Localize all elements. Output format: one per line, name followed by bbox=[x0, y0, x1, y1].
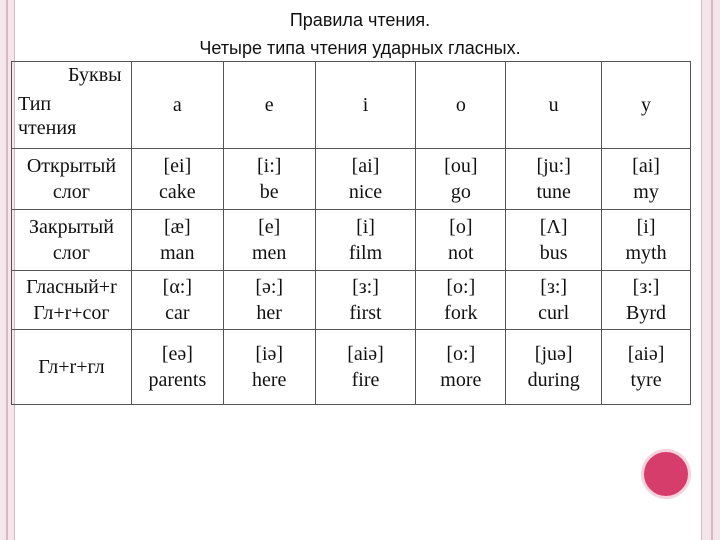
letter-header-o: o bbox=[416, 62, 506, 149]
table-cell: [aiə] tyre bbox=[602, 330, 691, 405]
table-cell: [ə:] her bbox=[223, 271, 315, 330]
letter-header-e: e bbox=[223, 62, 315, 149]
row-label: Закрытый слог bbox=[12, 210, 132, 271]
table-cell: [aiə] fire bbox=[315, 330, 416, 405]
table-cell: [ei] cake bbox=[131, 149, 223, 210]
letter-header-u: u bbox=[506, 62, 602, 149]
table-cell: [o:] more bbox=[416, 330, 506, 405]
table-cell: [i] myth bbox=[602, 210, 691, 271]
table-cell: [i:] be bbox=[223, 149, 315, 210]
row-label: Гл+r+гл bbox=[12, 330, 132, 405]
table-cell: [o] not bbox=[416, 210, 506, 271]
letter-header-i: i bbox=[315, 62, 416, 149]
row-label: Гласный+r Гл+r+сог bbox=[12, 271, 132, 330]
table-cell: [e] men bbox=[223, 210, 315, 271]
corner-type-line2: чтения bbox=[18, 117, 77, 139]
decorative-circle bbox=[641, 449, 691, 499]
corner-cell bbox=[12, 62, 132, 149]
letter-header-y: y bbox=[602, 62, 691, 149]
table-row bbox=[12, 210, 691, 271]
slide-title: Правила чтения. bbox=[289, 10, 431, 30]
table-cell: [α:] car bbox=[131, 271, 223, 330]
corner-letters-label: Буквы bbox=[68, 64, 122, 86]
left-border-line bbox=[6, 0, 8, 540]
table-cell: [iə] here bbox=[223, 330, 315, 405]
table-cell: [juə] during bbox=[506, 330, 602, 405]
table-cell: [æ] man bbox=[131, 210, 223, 271]
table-cell: [Λ] bus bbox=[506, 210, 602, 271]
slide-subtitle: Четыре типа чтения ударных гласных. bbox=[199, 38, 521, 58]
right-border-line bbox=[711, 0, 713, 540]
table-cell: [o:] fork bbox=[416, 271, 506, 330]
table-row bbox=[12, 149, 691, 210]
table-row bbox=[12, 330, 691, 405]
table-cell: [з:] curl bbox=[506, 271, 602, 330]
row-label: Открытый слог bbox=[12, 149, 132, 210]
table-cell: [ai] nice bbox=[315, 149, 416, 210]
corner-type-line1: Тип bbox=[18, 93, 52, 115]
table-cell: [ou] go bbox=[416, 149, 506, 210]
reading-rules-table bbox=[11, 61, 691, 405]
table-cell: [eə] parents bbox=[131, 330, 223, 405]
table-cell: [ju:] tune bbox=[506, 149, 602, 210]
table-row bbox=[12, 271, 691, 330]
table-cell: [з:] Byrd bbox=[602, 271, 691, 330]
header-row bbox=[12, 62, 691, 149]
corner-type-label bbox=[18, 92, 76, 140]
right-border-decoration bbox=[701, 0, 720, 540]
table-cell: [i] film bbox=[315, 210, 416, 271]
table-cell: [ai] my bbox=[602, 149, 691, 210]
table-cell: [з:] first bbox=[315, 271, 416, 330]
letter-header-a: a bbox=[131, 62, 223, 149]
